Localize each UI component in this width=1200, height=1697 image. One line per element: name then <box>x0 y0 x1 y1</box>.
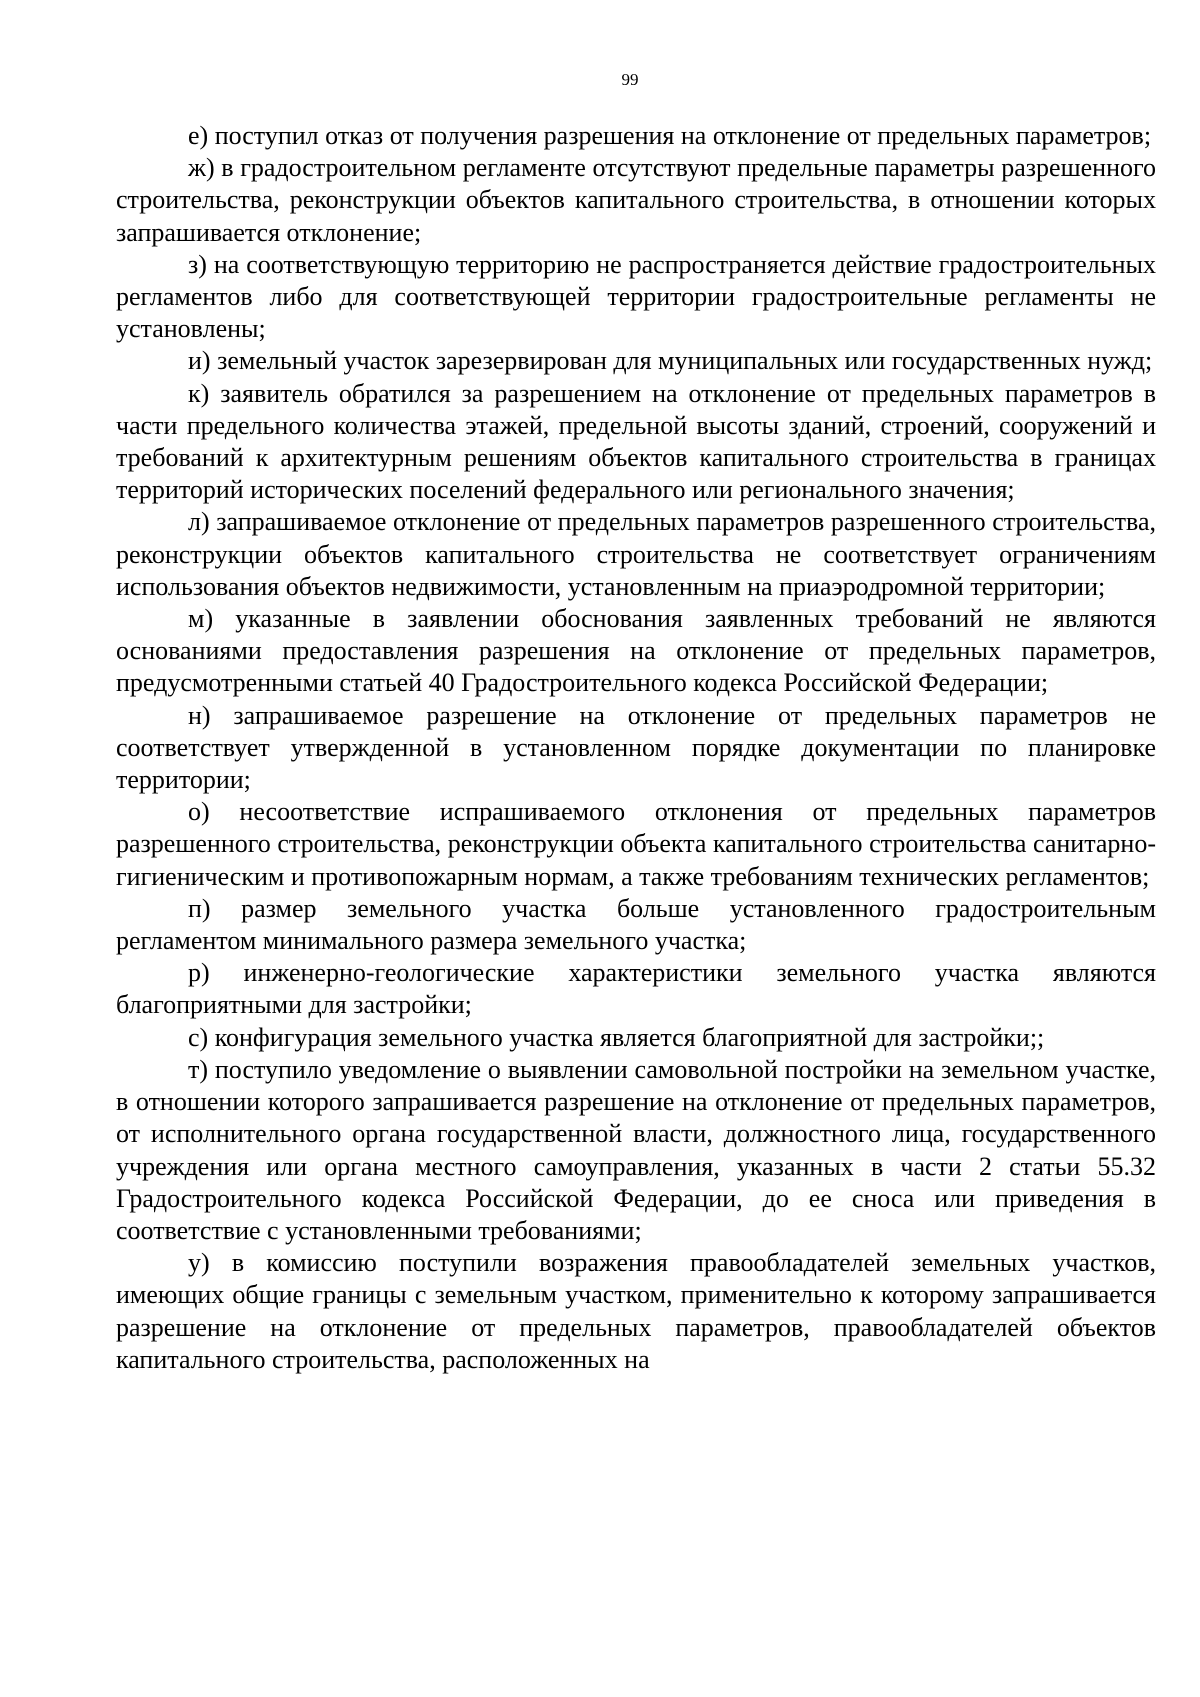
item-label: ж) <box>188 153 215 183</box>
list-item <box>116 152 1156 249</box>
item-text: поступило уведомление о выявлении самовольной постройки на земельном участке, в отношении которого запрашивается разрешение на отклонение от предельных параметров, от исполнительного органа государственной власти, должностного лица, государственного учреждения или органа местного самоуправления, указанных в части 2 статьи 55.32 Градостроительного кодекса Российской Федерации, до ее сноса или приведения в соответствие с установленными требованиями; <box>116 1054 1156 1245</box>
item-text: земельный участок зарезервирован для муниципальных или государственных нужд; <box>217 346 1153 376</box>
item-text: запрашиваемое разрешение на отклонение от предельных параметров не соответствует утвержденной в установленном порядке документации по планировке территории; <box>116 700 1157 795</box>
item-label: т) <box>188 1054 209 1084</box>
list-item <box>116 700 1156 797</box>
list-item <box>116 796 1156 893</box>
item-label: к) <box>188 378 210 408</box>
list-item <box>116 345 1156 377</box>
document-body <box>116 120 1156 1376</box>
list-item <box>116 893 1156 957</box>
item-label: п) <box>188 893 211 923</box>
item-text: заявитель обратился за разрешением на отклонение от предельных параметров в части предельного количества этажей, предельной высоты зданий, строений, сооружений и требований к архитектурным решениям объектов капитального строительства в границах территорий исторических поселений федерального или регионального значения; <box>116 378 1156 505</box>
item-label: о) <box>188 797 210 827</box>
item-text: в градостроительном регламенте отсутствуют предельные параметры разрешенного строительства, реконструкции объектов капитального строительства, в отношении которых запрашивается отклонение; <box>116 153 1156 247</box>
page-number: 99 <box>621 70 639 89</box>
list-item <box>116 1022 1156 1054</box>
list-item <box>116 1247 1156 1376</box>
list-item <box>116 249 1156 346</box>
item-label: и) <box>188 346 211 376</box>
item-label: м) <box>188 604 214 634</box>
list-item <box>116 506 1156 603</box>
item-label: л) <box>188 507 210 537</box>
list-item <box>116 120 1156 152</box>
item-text: инженерно-геологические характеристики земельного участка являются благоприятными для застройки; <box>116 958 1156 1020</box>
item-text: несоответствие испрашиваемого отклонения от предельных параметров разрешенного строительства, реконструкции объекта капитального строительства санитарно-гигиеническим и противопожарным нормам, а также требованиям технических регламентов; <box>116 797 1157 891</box>
list-item <box>116 603 1156 700</box>
item-text: на соответствующую территорию не распространяется действие градостроительных регламентов либо для соответствующей территории градостроительные регламенты не установлены; <box>116 249 1156 344</box>
item-text: конфигурация земельного участка является благоприятной для застройки;; <box>214 1022 1045 1052</box>
list-item <box>116 957 1156 1021</box>
item-label: у) <box>188 1248 210 1278</box>
item-label: н) <box>188 700 211 730</box>
item-text: размер земельного участка больше установленного градостроительным регламентом минимального размера земельного участка; <box>116 893 1156 956</box>
item-label: р) <box>188 958 210 988</box>
item-text: поступил отказ от получения разрешения на отклонение от предельных параметров; <box>214 121 1152 150</box>
item-label: е) <box>188 121 209 150</box>
list-item <box>116 378 1156 507</box>
item-label: з) <box>188 249 207 279</box>
list-item <box>116 1054 1156 1247</box>
item-text: запрашиваемое отклонение от предельных параметров разрешенного строительства, реконструкции объектов капитального строительства не соответствует ограничениям использования объектов недвижимости, установленным на приаэродромной территории; <box>116 507 1157 601</box>
item-text: указанные в заявлении обоснования заявленных требований не являются основаниями предоставления разрешения на отклонение от предельных параметров, предусмотренными статьей 40 Градостроительного кодекса Российской Федерации; <box>116 604 1157 698</box>
item-text: в комиссию поступили возражения правообладателей земельных участков, имеющих общие границы с земельным участком, применительно к которому запрашивается разрешение на отклонение от предельных параметров, правообладателей объектов капитального строительства, расположенных на <box>116 1248 1156 1374</box>
item-label: с) <box>188 1022 209 1052</box>
